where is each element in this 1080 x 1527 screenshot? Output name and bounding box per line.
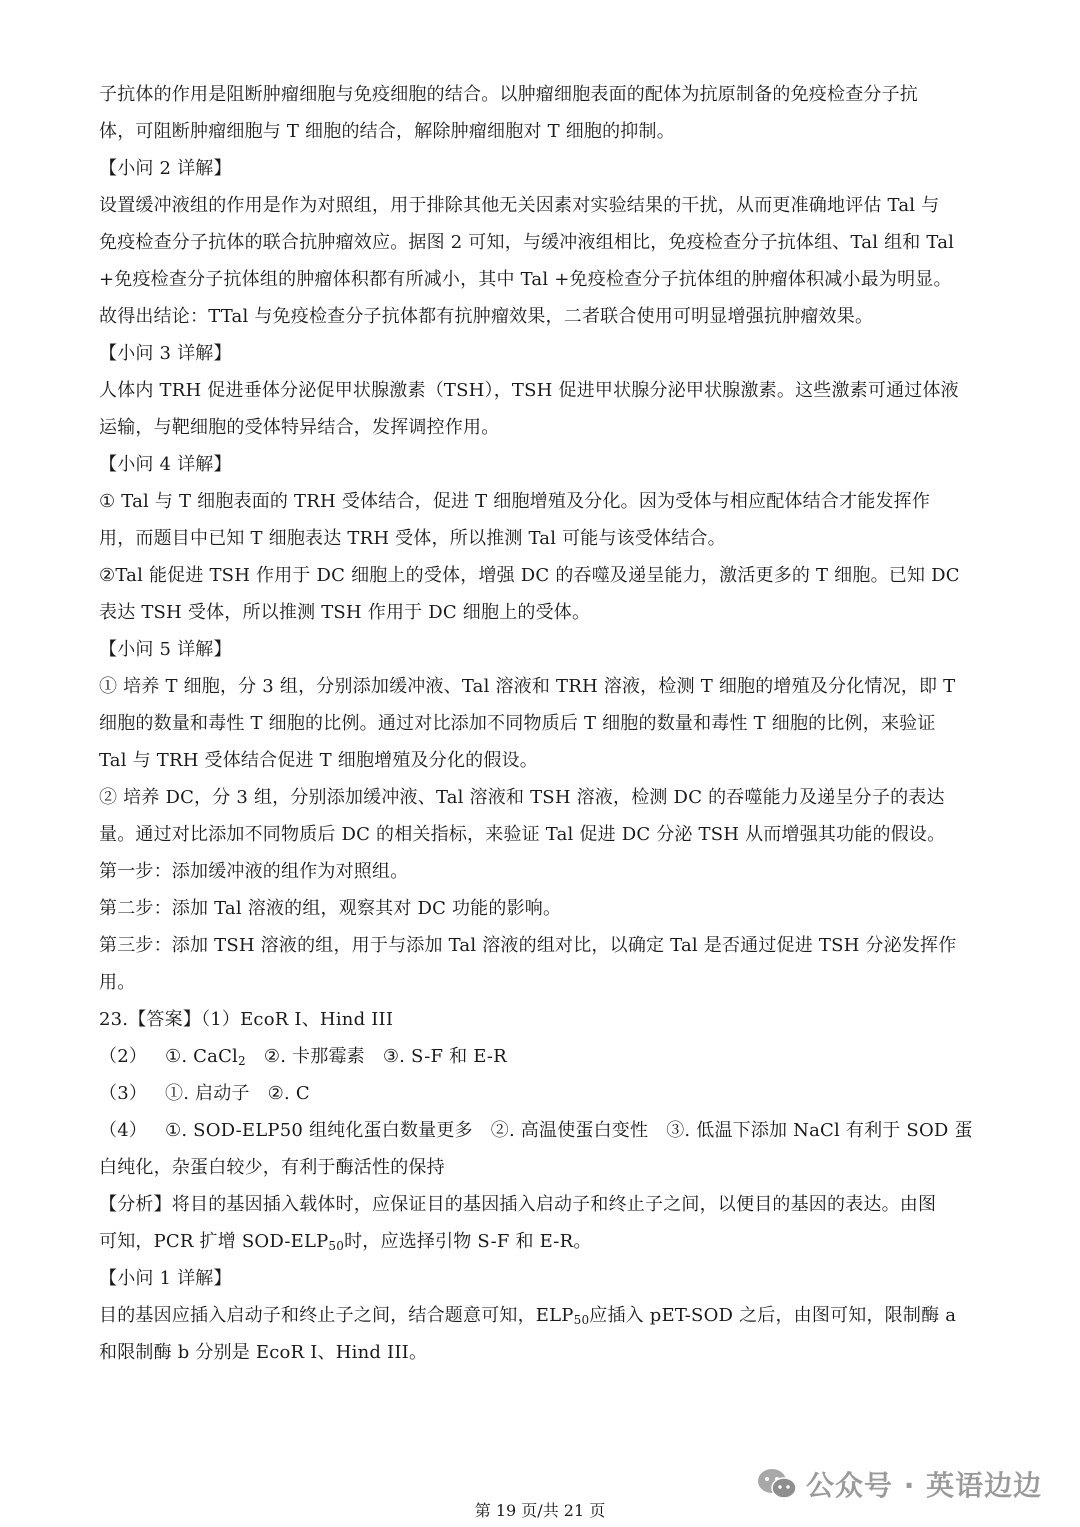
answer-item: ③. 低温下添加 NaCl 有利于 SOD 蛋 xyxy=(666,1120,973,1141)
section-heading: 【小问 3 详解】 xyxy=(99,343,232,364)
text-line: 子抗体的作用是阻断肿瘤细胞与免疫细胞的结合。以肿瘤细胞表面的配体为抗原制备的免疫检查分子抗 xyxy=(99,84,918,105)
text-line: 故得出结论：TTal 与免疫检查分子抗体都有抗肿瘤效果，二者联合使用可明显增强抗肿瘤效果。 xyxy=(99,306,874,327)
section-heading: 【小问 4 详解】 xyxy=(99,454,232,475)
answer-item: ①. CaCl$_2$ xyxy=(165,1046,246,1068)
text-line: Tal 与 TRH 受体结合促进 T 细胞增殖及分化的假设。 xyxy=(99,750,538,771)
text-line: ② 培养 DC，分 3 组，分别添加缓冲液、Tal 溶液和 TSH 溶液，检测 DC 的吞噬能力及递呈分子的表达 xyxy=(99,787,945,808)
text-line: 用。 xyxy=(99,972,136,993)
text-line: ②Tal 能促进 TSH 作用于 DC 细胞上的受体，增强 DC 的吞噬及递呈能力，激活更多的 T 细胞。已知 DC xyxy=(99,565,960,586)
section-heading: 【小问 1 详解】 xyxy=(99,1268,232,1289)
answer-row-4 xyxy=(99,1112,989,1149)
text-line: 量。通过对比添加不同物质后 DC 的相关指标，来验证 Tal 促进 DC 分泌 TSH 从而增强其功能的假设。 xyxy=(99,824,946,845)
analysis-line: 【分析】将目的基因插入载体时，应保证目的基因插入启动子和终止子之间，以便目的基因的表达。由图 xyxy=(99,1194,937,1215)
answer-row-2 xyxy=(99,1038,989,1075)
text-line: 设置缓冲液组的作用是作为对照组，用于排除其他无关因素对实验结果的干扰，从而更准确地评估 Tal 与 xyxy=(99,195,940,216)
text-line: 和限制酶 b 分别是 EcoR I、Hind III。 xyxy=(99,1342,428,1363)
document-body xyxy=(99,76,989,1371)
text-line: 第一步：添加缓冲液的组作为对照组。 xyxy=(99,861,409,882)
answer-item: ③. S-F 和 E-R xyxy=(382,1046,507,1067)
text-line: 白纯化，杂蛋白较少，有利于酶活性的保持 xyxy=(99,1157,445,1178)
text-line: 细胞的数量和毒性 T 细胞的比例。通过对比添加不同物质后 T 细胞的数量和毒性 T 细胞的比例，来验证 xyxy=(99,713,936,734)
text-line: 体，可阻断肿瘤细胞与 T 细胞的结合，解除肿瘤细胞对 T 细胞的抑制。 xyxy=(99,121,675,142)
text-line: ① 培养 T 细胞，分 3 组，分别添加缓冲液、Tal 溶液和 TRH 溶液，检测 T 细胞的增殖及分化情况，即 T xyxy=(99,676,956,697)
answer-item: ②. 高温使蛋白变性 xyxy=(490,1120,649,1141)
text-line: +免疫检查分子抗体组的肿瘤体积都有所减小，其中 Tal +免疫检查分子抗体组的肿瘤体积减小最为明显。 xyxy=(99,269,952,290)
answer-row-3 xyxy=(99,1075,989,1112)
text-line: 表达 TSH 受体，所以推测 TSH 作用于 DC 细胞上的受体。 xyxy=(99,602,591,623)
text-line: 第二步：添加 Tal 溶液的组，观察其对 DC 功能的影响。 xyxy=(99,898,562,919)
answer-label: （3） xyxy=(99,1083,148,1104)
answer-item: ①. 启动子 xyxy=(165,1083,250,1104)
answer-item: ②. C xyxy=(267,1083,310,1104)
analysis-line: 可知，PCR 扩增 SOD-$ELP_{50}$时，应选择引物 S-F 和 E-R。 xyxy=(99,1231,592,1253)
answer-item: ②. 卡那霉素 xyxy=(263,1046,365,1067)
text-line: 用，而题目中已知 T 细胞表达 TRH 受体，所以推测 Tal 可能与该受体结合。 xyxy=(99,528,726,549)
watermark-text: 公众号 · 英语边边 xyxy=(806,1469,1043,1502)
text-line: 运输，与靶细胞的受体特异结合，发挥调控作用。 xyxy=(99,417,500,438)
answer-item: ①. SOD-ELP50 组纯化蛋白数量更多 xyxy=(165,1120,473,1141)
answer-label: （2） xyxy=(99,1046,148,1067)
page-number: 第 19 页/共 21 页 xyxy=(474,1501,606,1520)
answer-heading: 23.【答案】（1）EcoR I、Hind III xyxy=(99,1009,394,1030)
wechat-icon xyxy=(756,1466,798,1502)
text-line: 目的基因应插入启动子和终止子之间，结合题意可知，$ELP_{50}$应插入 pET-SOD 之后，由图可知，限制酶 a xyxy=(99,1305,957,1327)
section-heading: 【小问 2 详解】 xyxy=(99,158,232,179)
text-line: 免疫检查分子抗体的联合抗肿瘤效应。据图 2 可知，与缓冲液组相比，免疫检查分子抗体组、Tal 组和 Tal xyxy=(99,232,955,253)
section-heading: 【小问 5 详解】 xyxy=(99,639,232,660)
text-line: 第三步：添加 TSH 溶液的组，用于与添加 Tal 溶液的组对比，以确定 Tal 是否通过促进 TSH 分泌发挥作 xyxy=(99,935,957,956)
text-line: ① Tal 与 T 细胞表面的 TRH 受体结合，促进 T 细胞增殖及分化。因为受体与相应配体结合才能发挥作 xyxy=(99,491,931,512)
text-line: 人体内 TRH 促进垂体分泌促甲状腺激素（TSH），TSH 促进甲状腺分泌甲状腺激素。这些激素可通过体液 xyxy=(99,380,959,401)
answer-label: （4） xyxy=(99,1120,148,1141)
